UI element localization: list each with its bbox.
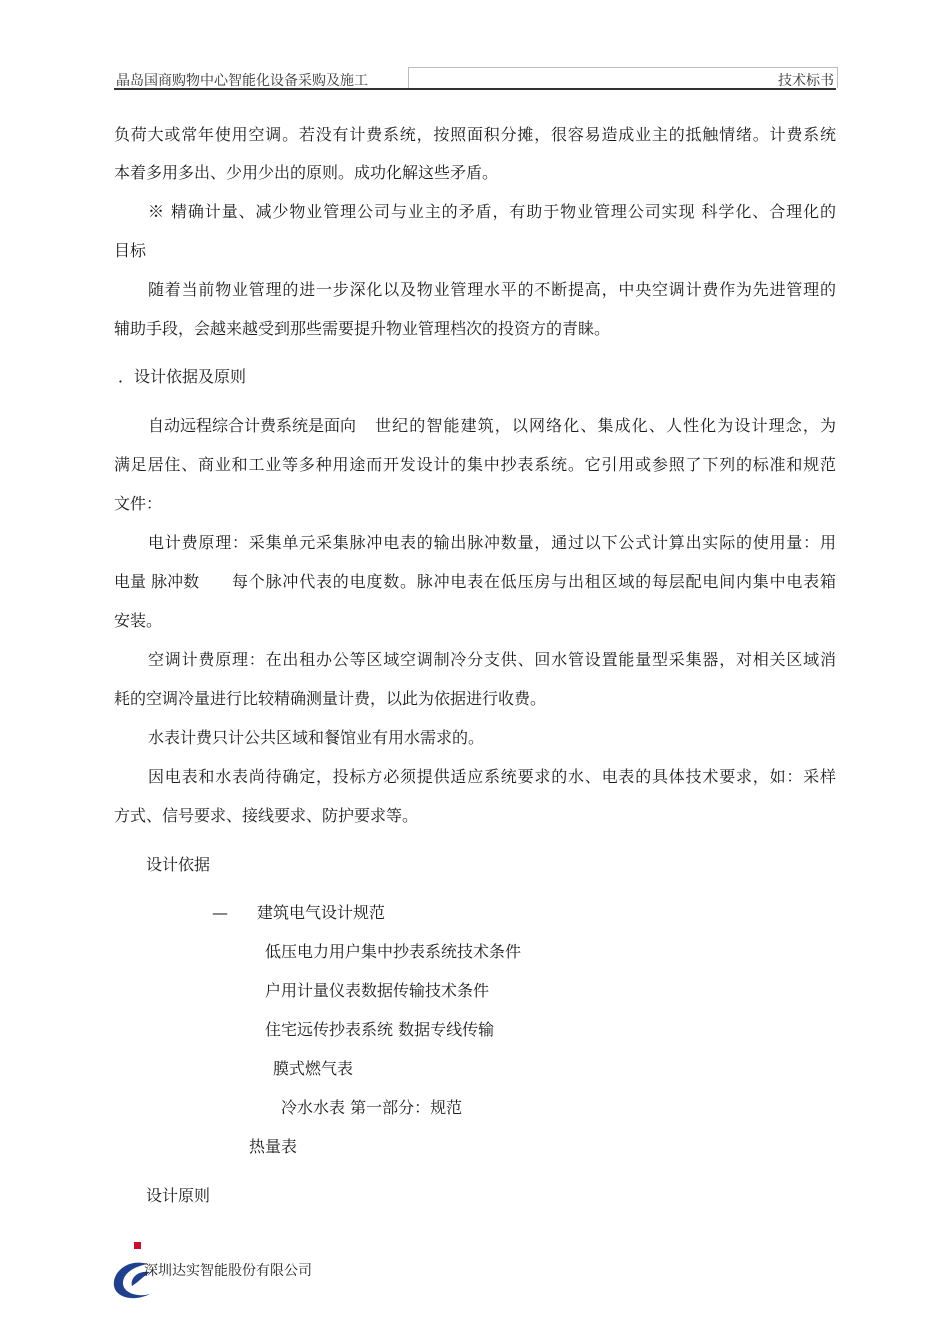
paragraph-line: 满足居住、商业和工业等多种用途而开发设计的集中抄表系统。它引用或参照了下列的标准和规范 bbox=[114, 455, 836, 474]
bullet-line: ※ 精确计量、减少物业管理公司与业主的矛盾，有助于物业管理公司实现 科学化、合理化的 bbox=[148, 202, 836, 221]
subheading-design-principles: 设计原则 bbox=[146, 1186, 211, 1205]
paragraph-line: 电量 脉冲数 bbox=[114, 572, 200, 591]
standard-item: 热量表 bbox=[249, 1137, 298, 1156]
header-box bbox=[408, 67, 838, 88]
paragraph-line: 水表计费只计公共区域和餐馆业有用水需求的。 bbox=[148, 728, 485, 747]
paragraph-line: 因电表和水表尚待确定，投标方必须提供适应系统要求的水、电表的具体技术要求，如：采样 bbox=[148, 767, 836, 786]
subheading-design-basis: 设计依据 bbox=[146, 855, 211, 874]
paragraph-line: 辅助手段，会越来越受到那些需要提升物业管理档次的投资方的青睐。 bbox=[114, 319, 611, 338]
paragraph-line: 世纪的智能建筑，以网络化、集成化、人性化为设计理念，为 bbox=[375, 416, 836, 435]
header-doc-type: 技术标书 bbox=[778, 73, 834, 89]
list-dash: — bbox=[212, 903, 228, 922]
footer-company-name: 深圳达实智能股份有限公司 bbox=[144, 1263, 312, 1279]
header-divider bbox=[114, 88, 836, 90]
paragraph-line: 电计费原理：采集单元采集脉冲电表的输出脉冲数量，通过以下公式计算出实际的使用量：用 bbox=[148, 533, 836, 552]
paragraph-line: 安装。 bbox=[114, 611, 163, 630]
paragraph-line: 每个脉冲代表的电度数。脉冲电表在低压房与出租区域的每层配电间内集中电表箱 bbox=[232, 572, 836, 591]
standard-item: 低压电力用户集中抄表系统技术条件 bbox=[265, 942, 522, 961]
paragraph-line: 负荷大或常年使用空调。若没有计费系统，按照面积分摊，很容易造成业主的抵触情绪。计费系统 bbox=[114, 125, 836, 144]
standard-item: 膜式燃气表 bbox=[273, 1059, 354, 1078]
section-heading: ．设计依据及原则 bbox=[118, 367, 247, 386]
standard-item: 住宅远传抄表系统 数据专线传输 bbox=[265, 1020, 495, 1039]
paragraph-line: 耗的空调冷量进行比较精确测量计费，以此为依据进行收费。 bbox=[114, 689, 547, 708]
paragraph-line: 自动远程综合计费系统是面向 bbox=[148, 416, 357, 435]
standard-item: 冷水水表 第一部分：规范 bbox=[281, 1098, 463, 1117]
paragraph-line: 空调计费原理：在出租办公等区域空调制冷分支供、回水管设置能量型采集器，对相关区域消 bbox=[148, 650, 836, 669]
standard-item: 户用计量仪表数据传输技术条件 bbox=[265, 981, 490, 1000]
standard-item: 建筑电气设计规范 bbox=[257, 903, 386, 922]
paragraph-line: 方式、信号要求、接线要求、防护要求等。 bbox=[114, 806, 419, 825]
header-project-title: 晶岛国商购物中心智能化设备采购及施工 bbox=[116, 73, 368, 89]
paragraph-line: 文件： bbox=[114, 494, 163, 513]
paragraph-line: 随着当前物业管理的进一步深化以及物业管理水平的不断提高，中央空调计费作为先进管理的 bbox=[148, 280, 836, 299]
paragraph-line: 本着多用多出、少用少出的原则。成功化解这些矛盾。 bbox=[114, 163, 499, 182]
paragraph-line: 目标 bbox=[114, 241, 147, 260]
